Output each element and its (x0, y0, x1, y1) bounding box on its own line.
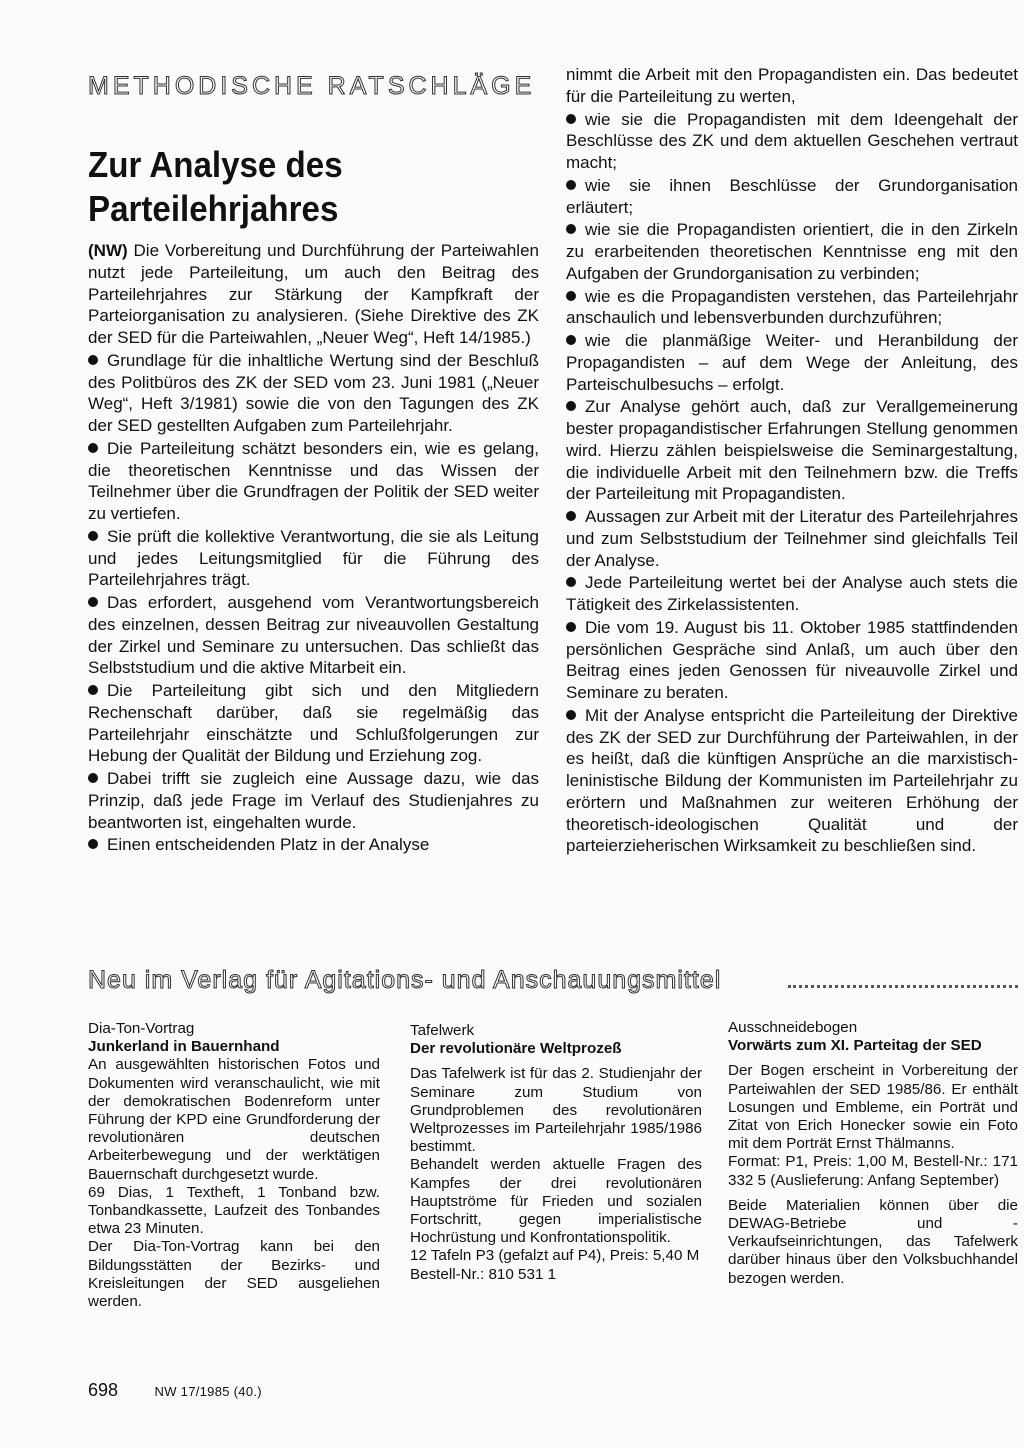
bullet-item (88, 350, 539, 437)
lead-paragraph (88, 240, 539, 349)
bullet-text: wie es die Propagandisten verstehen, das Parteilehrjahr anschaulich und lebensverbunden durchzuführen; (566, 286, 1018, 328)
bullet-text: Mit der Analyse entspricht die Parteileitung der Direktive des ZK der SED zur Durchführung der Parteiwahlen, in der es heißt, daß die künftigen Ansprüche an die marxistisch-leninistische Bildung der Kommunisten im Parteilehrjahr zu erörtern und Maßnahmen zur weiteren Erhöhung der theoretisch-ideologischen Qualität und der parteierzieherischen Wirksamkeit zu beschließen sind. (566, 705, 1018, 856)
bullet-icon (88, 531, 98, 541)
ad-paragraph: Format: P1, Preis: 1,00 M, Bestell-Nr.: 171 332 5 (Auslieferung: Anfang September) (728, 1153, 1018, 1189)
bullet-text: Dabei trifft sie zugleich eine Aussage dazu, wie das Prinzip, daß jede Frage im Verlauf des Studienjahres zu beantworten ist, eingehalten wurde. (88, 769, 539, 832)
bullet-icon (566, 577, 576, 587)
bullet-icon (88, 839, 98, 849)
ad-name: Vorwärts zum XI. Parteitag der SED (728, 1037, 982, 1055)
bullet-text: Zur Analyse gehört auch, daß zur Verallgemeinerung bester propagandistischer Erfahrungen Stellung genommen wird. Hierzu zählen beispielsweise die Seminargestaltung, die individuelle Arbeit mit den Teilnehmern bzw. die Treffs der Parteileitung mit Propagandisten. (566, 397, 1018, 504)
bullet-text: wie sie die Propagandisten orientiert, die in den Zirkeln zu erarbeitenden theoretischen Kenntnisse eng mit den Aufgaben der Grundorganisation zu verbinden; (566, 220, 1018, 283)
lead-text: Die Vorbereitung und Durchführung der Parteiwahlen nutzt jede Parteileitung, um auch den Beitrag des Parteilehrjahres zur Stärkung der Kampfkraft der Parteiorganisation zu analysieren. (Siehe Direktive des ZK der SED für die Parteiwahlen, „Neuer Weg“, Heft 14/1985.) (88, 241, 539, 347)
bullet-icon (566, 511, 576, 521)
bullet-icon (88, 443, 98, 453)
bullet-item (88, 438, 539, 525)
ad-paragraph: 69 Dias, 1 Textheft, 1 Tonband bzw. Tonbandkassette, Laufzeit des Tonbandes etwa 23 Minuten. (88, 1183, 380, 1238)
ad-name: Junkerland in Bauernhand (88, 1038, 280, 1056)
column-2-intro: nimmt die Arbeit mit den Propagandisten ein. Das bedeutet für die Parteileitung zu werten, (566, 65, 1018, 106)
bullet-icon (566, 710, 576, 720)
author-tag: (NW) (88, 241, 128, 260)
bullet-item (88, 592, 539, 679)
ad-tafelwerk (410, 1022, 702, 1284)
bullet-item (566, 175, 1018, 219)
ad-kind: Dia-Ton-Vortrag (88, 1020, 195, 1037)
bullet-text: Jede Parteileitung wertet bei der Analyse auch stets die Tätigkeit des Zirkelassistenten. (566, 573, 1018, 614)
ad-paragraph: Behandelt werden aktuelle Fragen des Kampfes der drei revolutionären Hauptströme für Frieden und sozialen Fortschritt, gegen imperialistische Hochrüstung und Konfrontationspolitik. (410, 1156, 702, 1247)
article-title-line-1: Zur Analyse des (88, 144, 343, 185)
bullet-item (88, 680, 539, 767)
bullet-item (566, 617, 1018, 704)
article-title-line-2: Parteilehrjahres (88, 188, 339, 229)
bullet-item (566, 330, 1018, 395)
bullet-text: wie die planmäßige Weiter- und Heranbildung der Propagandisten – auf dem Wege der Anleitung, des Parteischulbesuchs – erfolgt. (566, 331, 1018, 394)
bullet-item (566, 396, 1018, 505)
bullet-item (566, 572, 1018, 616)
bullet-text: Sie prüft die kollektive Verantwortung, die sie als Leitung und jedes Leitungsmitglied für die Führung des Parteilehrjahres trägt. (88, 526, 539, 590)
ad-paragraph: 12 Tafeln P3 (gefalzt auf P4), Preis: 5,40 M (410, 1247, 700, 1265)
ad-paragraph: Der Bogen erscheint in Vorbereitung der Parteiwahlen der SED 1985/86. Er enthält Losungen und Embleme, ein Porträt und Zitat von Erich Honecker sowie ein Foto mit dem Porträt Ernst Thälmanns. (728, 1062, 1018, 1153)
section-kicker: METHODISCHE RATSCHLÄGE (88, 72, 536, 100)
bullet-item (566, 219, 1018, 284)
bullet-item (566, 705, 1018, 857)
bullet-text: Aussagen zur Arbeit mit der Literatur des Parteilehrjahres und zum Selbststudium der Teilnehmer sind gleichfalls Teil der Analyse. (566, 507, 1018, 570)
ad-kind: Ausschneidebogen (728, 1019, 858, 1036)
bullet-icon (566, 335, 576, 345)
bullet-text: Das erfordert, ausgehend vom Verantwortungsbereich des einzelnen, dessen Beitrag zur niveauvollen Gestaltung der Zirkel und Seminare zu untersuchen. Das schließt das Selbststudium und die aktive Mitarbeit ein. (88, 593, 539, 678)
page-footer (88, 1380, 262, 1401)
bullet-icon (566, 291, 576, 301)
bullet-text: wie sie die Propagandisten mit dem Ideengehalt der Beschlüsse des ZK und dem aktuellen Geschehen vertraut macht; (566, 109, 1018, 172)
ad-ausschneidebogen (728, 1019, 1018, 1288)
bullet-icon (88, 773, 98, 783)
bullet-item (88, 834, 539, 856)
ad-paragraph: Beide Materialien können über die DEWAG-Betriebe und -Verkaufseinrichtungen, das Tafelwerk darüber hinaus über den Volksbuchhandel bezogen werden. (728, 1196, 1018, 1287)
bullet-text: Die Parteileitung schätzt besonders ein, wie es gelang, die theoretischen Kenntnisse und das Wissen der Teilnehmer über die Grundfragen der Politik der SED weiter zu vertiefen. (88, 438, 539, 523)
bullet-text: Die Parteileitung gibt sich und den Mitgliedern Rechenschaft darüber, daß sie regelmäßig das Parteilehrjahr einschätzte und Schlußfolgerungen zur Hebung der Qualität der Bildung und Erziehung zog. (88, 681, 539, 766)
article-column-1 (88, 240, 539, 856)
bullet-text: Grundlage für die inhaltliche Wertung sind der Beschluß des Politbüros des ZK der SED vom 23. Juni 1981 („Neuer Weg“, Heft 3/1981) sowie die von den Tagungen des ZK der SED gestellten Aufgaben zum Parteilehrjahr. (88, 350, 539, 435)
article-column-2 (566, 64, 1018, 857)
ad-dia-ton-vortrag (88, 1020, 380, 1311)
bullet-icon (88, 355, 98, 365)
bullet-icon (566, 401, 576, 411)
bullet-icon (88, 685, 98, 695)
bullet-icon (566, 622, 576, 632)
bullet-text: Die vom 19. August bis 11. Oktober 1985 stattfindenden persönlichen Gespräche sind Anlaß, um auch über den Beitrag eines jeden Genossen für niveauvolle Zirkel und Seminare zu beraten. (566, 617, 1018, 702)
bullet-icon (566, 114, 576, 124)
ad-paragraph: An ausgewählten historischen Fotos und Dokumenten wird veranschaulicht, wie mit der demokratischen Bodenreform unter Führung der KPD eine Grundforderung der revolutionären deutschen Arbeiterbewegung und der werktätigen Bauernschaft durchgesetzt wurde. (88, 1056, 380, 1183)
ad-order-number: Bestell-Nr.: 810 531 1 (410, 1265, 557, 1283)
bullet-item (566, 286, 1018, 330)
ad-paragraph: Das Tafelwerk ist für das 2. Studienjahr der Seminare zum Studium von Grundproblemen des revolutionären Weltprozesses im Parteilehrjahr 1985/1986 bestimmt. (410, 1065, 702, 1156)
ad-name: Der revolutionäre Weltprozeß (410, 1040, 622, 1058)
bullet-text: Einen entscheidenden Platz in der Analyse (107, 835, 430, 855)
issue-reference: NW 17/1985 (40.) (154, 1384, 262, 1399)
article-title (88, 143, 511, 231)
ads-heading-rule (788, 985, 1018, 988)
bullet-icon (566, 180, 576, 190)
bullet-item (88, 768, 539, 833)
page-number: 698 (88, 1380, 119, 1400)
bullet-icon (88, 597, 98, 607)
bullet-icon (566, 224, 576, 234)
bullet-item (88, 526, 539, 591)
ads-heading: Neu im Verlag für Agitations- und Anschauungsmittel (88, 966, 722, 994)
bullet-text: wie sie ihnen Beschlüsse der Grundorganisation erläutert; (566, 175, 1018, 217)
bullet-item (566, 109, 1018, 174)
bullet-item (566, 506, 1018, 571)
ad-kind: Tafelwerk (410, 1022, 475, 1039)
ad-paragraph: Der Dia-Ton-Vortrag kann bei den Bildungsstätten der Bezirks- und Kreisleitungen der SED ausgeliehen werden. (88, 1238, 380, 1311)
